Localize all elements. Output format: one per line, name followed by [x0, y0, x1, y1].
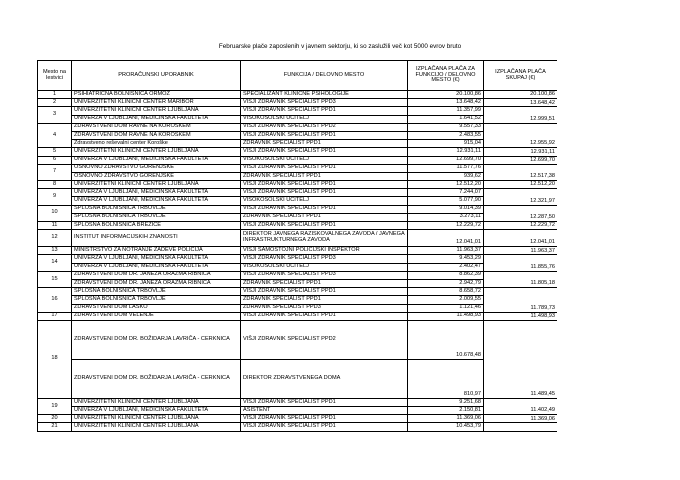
pay-amount-cell: 12.931,11 — [408, 148, 484, 156]
pay-total-cell: 11.789,73 — [484, 288, 558, 313]
pay-amount-cell: 10.678,48 — [408, 320, 484, 359]
rank-cell: 14 — [38, 255, 72, 271]
salary-table-viewport — [37, 60, 557, 480]
table-row — [38, 99, 558, 107]
function-cell: ZDRAVNIK SPECIALIST PPD3 — [241, 304, 408, 312]
rank-cell: 2 — [38, 99, 72, 107]
function-cell: VISOKOŠOLSKI UČITELJ — [241, 197, 408, 205]
table-row — [38, 189, 558, 197]
budget-user-cell: Zdravstveno reševalni center Koroške — [72, 140, 241, 148]
rank-cell: 18 — [38, 320, 72, 398]
table-row — [38, 304, 558, 312]
table-row — [38, 140, 558, 148]
pay-amount-cell: 12.512,20 — [408, 181, 484, 189]
function-cell: VIŠJI ZDRAVNIK SPECIALIST PPD1 — [241, 148, 408, 156]
budget-user-cell: ZDRAVSTVENI DOM RAVNE NA KOROŠKEM — [72, 123, 241, 131]
budget-user-cell: UNIVERZA V LJUBLJANI, MEDICINSKA FAKULTETA — [72, 263, 241, 271]
budget-user-cell: UNIVERZA V LJUBLJANI, MEDICINSKA FAKULTETA — [72, 189, 241, 197]
function-cell: VIŠJI ZDRAVNIK SPECIALIST PPD1 — [241, 415, 408, 423]
pay-total-cell: 11.855,76 — [484, 255, 558, 271]
rank-cell: 19 — [38, 398, 72, 414]
table-row — [38, 296, 558, 304]
pay-amount-cell: 20.100,86 — [408, 91, 484, 99]
pay-amount-cell: 11.577,76 — [408, 164, 484, 172]
budget-user-cell: UNIVERZA V LJUBLJANI, MEDICINSKA FAKULTETA — [72, 197, 241, 205]
rank-cell: 8 — [38, 181, 72, 189]
function-cell: VIŠJI ZDRAVNIK SPECIALIST PPD2 — [241, 320, 408, 359]
pay-amount-cell: 8.658,72 — [408, 288, 484, 296]
table-body — [38, 91, 558, 432]
rank-cell: 17 — [38, 312, 72, 320]
budget-user-cell: UNIVERZITETNI KLINIČNI CENTER LJUBLJANA — [72, 415, 241, 423]
function-cell: VIŠJI ZDRAVNIK SPECIALIST PPD2 — [241, 123, 408, 131]
pay-amount-cell: 12.229,72 — [408, 222, 484, 230]
table-row — [38, 181, 558, 189]
pay-total-cell: 11.805,18 — [484, 271, 558, 287]
rank-cell: 12 — [38, 230, 72, 247]
rank-cell: 20 — [38, 415, 72, 423]
pay-amount-cell: 2.483,55 — [408, 131, 484, 139]
pay-amount-cell: 810,97 — [408, 359, 484, 398]
pay-amount-cell: 12.699,70 — [408, 156, 484, 164]
table-row — [38, 107, 558, 115]
function-cell: VIŠJI ZDRAVNIK SPECIALIST PPD1 — [241, 205, 408, 213]
pay-total-cell: 12.287,50 — [484, 205, 558, 221]
budget-user-cell: ZDRAVSTVENI DOM VELENJE — [72, 312, 241, 320]
function-cell: ASISTENT — [241, 407, 408, 415]
budget-user-cell: ZDRAVSTVENI DOM DR. JANEZA ORAŽMA RIBNICA — [72, 279, 241, 287]
budget-user-cell: UNIVERZA V LJUBLJANI, MEDICINSKA FAKULTETA — [72, 156, 241, 164]
function-cell: VIŠJI ZDRAVNIK SPECIALIST PPD1 — [241, 189, 408, 197]
table-row — [38, 320, 558, 359]
pay-amount-cell: 7.244,07 — [408, 189, 484, 197]
function-cell: ZDRAVNIK SPECIALIST PPD1 — [241, 140, 408, 148]
function-cell: VIŠJI ZDRAVNIK SPECIALIST PPD1 — [241, 181, 408, 189]
table-row — [38, 156, 558, 164]
pay-amount-cell: 11.963,37 — [408, 247, 484, 255]
pay-total-cell: 11.498,93 — [484, 312, 558, 320]
budget-user-cell: SPLOŠNA BOLNIŠNICA BREŽICE — [72, 222, 241, 230]
pay-amount-cell: 939,62 — [408, 172, 484, 180]
budget-user-cell: UNIVERZITETNI KLINIČNI CENTER LJUBLJANA — [72, 181, 241, 189]
budget-user-cell: UNIVERZA V LJUBLJANI, MEDICINSKA FAKULTETA — [72, 255, 241, 263]
pay-amount-cell: 915,04 — [408, 140, 484, 148]
budget-user-cell: ZDRAVSTVENI DOM RAVNE NA KOROŠKEM — [72, 131, 241, 139]
table-row — [38, 415, 558, 423]
table-row — [38, 271, 558, 279]
function-cell: VIŠJI SAMOSTOJNI POLICIJSKI INŠPEKTOR — [241, 247, 408, 255]
table-row — [38, 230, 558, 247]
function-cell: VIŠJI ZDRAVNIK SPECIALIST PPD3 — [241, 99, 408, 107]
pay-amount-cell: 3.273,11 — [408, 213, 484, 221]
budget-user-cell: SPLOŠNA BOLNIŠNICA TRBOVLJE — [72, 213, 241, 221]
col-header-pay-per-function: IZPLAČANA PLAČA ZA FUNKCIJO / DELOVNO MESTO (€) — [408, 61, 484, 91]
rank-cell: 21 — [38, 423, 72, 431]
pay-amount-cell: 10.453,79 — [408, 423, 484, 431]
rank-cell: 15 — [38, 271, 72, 287]
table-row — [38, 197, 558, 205]
page-title: Februarske plače zaposlenih v javnem sektorju, ki so zaslužili več kot 5000 evrov bruto — [218, 43, 462, 50]
table-row — [38, 123, 558, 131]
pay-amount-cell: 11.369,06 — [408, 415, 484, 423]
table-row — [38, 312, 558, 320]
table-row — [38, 213, 558, 221]
table-row — [38, 423, 558, 431]
rank-cell: 10 — [38, 205, 72, 221]
function-cell: ZDRAVNIK SPECIALIST PPD1 — [241, 172, 408, 180]
col-header-function: FUNKCIJA / DELOVNO MESTO — [241, 61, 408, 91]
rank-cell: 16 — [38, 288, 72, 313]
col-header-rank: Mesto na lestvici — [38, 61, 72, 91]
budget-user-cell: MINISTRSTVO ZA NOTRANJE ZADEVE POLICIJA — [72, 247, 241, 255]
pay-amount-cell: 1.121,46 — [408, 304, 484, 312]
budget-user-cell: SPLOŠNA BOLNIŠNICA TRBOVLJE — [72, 288, 241, 296]
pay-total-cell: 11.369,06 — [484, 415, 558, 423]
table-row — [38, 288, 558, 296]
budget-user-cell: UNIVERZA V LJUBLJANI, MEDICINSKA FAKULTETA — [72, 407, 241, 415]
budget-user-cell: UNIVERZITETNI KLINIČNI CENTER MARIBOR — [72, 99, 241, 107]
pay-amount-cell: 11.498,93 — [408, 312, 484, 320]
budget-user-cell: UNIVERZITETNI KLINIČNI CENTER LJUBLJANA — [72, 423, 241, 431]
pay-total-cell: 11.402,49 — [484, 398, 558, 414]
rank-cell: 5 — [38, 148, 72, 156]
function-cell: VIŠJI ZDRAVNIK SPECIALIST PPD1 — [241, 107, 408, 115]
rank-cell: 3 — [38, 107, 72, 123]
pay-total-cell: 12.931,11 — [484, 148, 558, 156]
table-row — [38, 263, 558, 271]
table-row — [38, 172, 558, 180]
table-row — [38, 91, 558, 99]
rank-cell: 9 — [38, 189, 72, 205]
budget-user-cell: INSTITUT INFORMACIJSKIH ZNANOSTI — [72, 230, 241, 247]
function-cell: SPECIALIZANT KLINIČNE PSIHOLOGIJE — [241, 91, 408, 99]
table-row — [38, 255, 558, 263]
budget-user-cell: PSIHIATRIČNA BOLNIŠNICA ORMOŽ — [72, 91, 241, 99]
pay-total-cell: 11.489,45 — [484, 320, 558, 398]
function-cell: VIŠJI ZDRAVNIK SPECIALIST PPD1 — [241, 131, 408, 139]
pay-total-cell: 12.699,70 — [484, 156, 558, 164]
function-cell: VISOKOŠOLSKI UČITELJ — [241, 156, 408, 164]
table-row — [38, 222, 558, 230]
budget-user-cell: UNIVERZITETNI KLINIČNI CENTER LJUBLJANA — [72, 148, 241, 156]
table-row — [38, 247, 558, 255]
pay-amount-cell: 8.862,39 — [408, 271, 484, 279]
pay-amount-cell: 2.150,81 — [408, 407, 484, 415]
pay-total-cell: 12.517,38 — [484, 164, 558, 180]
budget-user-cell: UNIVERZA V LJUBLJANI, MEDICINSKA FAKULTETA — [72, 115, 241, 123]
pay-amount-cell: 13.648,42 — [408, 99, 484, 107]
pay-amount-cell: 12.041,01 — [408, 230, 484, 247]
budget-user-cell: OSNOVNO ZDRAVSTVO GORENJSKE — [72, 172, 241, 180]
function-cell: VIŠJI ZDRAVNIK SPECIALIST PPD1 — [241, 222, 408, 230]
budget-user-cell: SPLOŠNA BOLNIŠNICA TRBOVLJE — [72, 205, 241, 213]
table-row — [38, 279, 558, 287]
pay-amount-cell: 1.641,52 — [408, 115, 484, 123]
budget-user-cell: ZDRAVSTVENI DOM DR. JANEZA ORAŽMA RIBNICA — [72, 271, 241, 279]
function-cell: DIREKTOR JAVNEGA RAZISKOVALNEGA ZAVODA / JAVNEGA INFRASTRUKTURNEGA ZAVODA — [241, 230, 408, 247]
table-row — [38, 205, 558, 213]
pay-total-cell — [484, 423, 558, 431]
pay-total-cell: 12.321,97 — [484, 189, 558, 205]
budget-user-cell: UNIVERZITETNI KLINIČNI CENTER LJUBLJANA — [72, 107, 241, 115]
rank-cell: 4 — [38, 123, 72, 148]
function-cell: ZDRAVNIK SPECIALIST PPD1 — [241, 213, 408, 221]
budget-user-cell: ZDRAVSTVENI DOM DR. BOŽIDARJA LAVRIČA - CERKNICA — [72, 320, 241, 359]
function-cell: VISOKOŠOLSKI UČITELJ — [241, 263, 408, 271]
pay-amount-cell: 9.251,68 — [408, 398, 484, 406]
pay-total-cell: 12.512,20 — [484, 181, 558, 189]
table-row — [38, 115, 558, 123]
table-row — [38, 359, 558, 398]
rank-cell: 6 — [38, 156, 72, 164]
function-cell: VIŠJI ZDRAVNIK SPECIALIST PPD1 — [241, 423, 408, 431]
pay-total-cell: 11.963,37 — [484, 247, 558, 255]
table-row — [38, 398, 558, 406]
pay-amount-cell: 9.453,29 — [408, 255, 484, 263]
pay-amount-cell: 11.357,99 — [408, 107, 484, 115]
function-cell: VIŠJI ZDRAVNIK SPECIALIST PPD1 — [241, 164, 408, 172]
function-cell: VIŠJI ZDRAVNIK SPECIALIST PPD1 — [241, 288, 408, 296]
rank-cell: 1 — [38, 91, 72, 99]
budget-user-cell: ZDRAVSTVENI DOM DR. BOŽIDARJA LAVRIČA - CERKNICA — [72, 359, 241, 398]
function-cell: VIŠJI ZDRAVNIK SPECIALIST PPD3 — [241, 271, 408, 279]
function-cell: DIREKTOR ZDRAVSTVENEGA DOMA — [241, 359, 408, 398]
table-row — [38, 148, 558, 156]
pay-amount-cell: 9.014,39 — [408, 205, 484, 213]
budget-user-cell: OSNOVNO ZDRAVSTVO GORENJSKE — [72, 164, 241, 172]
pay-amount-cell: 2.402,47 — [408, 263, 484, 271]
pay-amount-cell: 9.557,33 — [408, 123, 484, 131]
rank-cell: 7 — [38, 164, 72, 180]
table-row — [38, 131, 558, 139]
table-header-row — [38, 61, 558, 91]
rank-cell: 13 — [38, 247, 72, 255]
rank-cell: 11 — [38, 222, 72, 230]
function-cell: VIŠJI ZDRAVNIK SPECIALIST PPD1 — [241, 312, 408, 320]
salary-table — [37, 60, 557, 432]
col-header-pay-total: IZPLAČANA PLAČA SKUPAJ (€) — [484, 61, 558, 91]
pay-total-cell: 13.648,42 — [484, 99, 558, 107]
budget-user-cell: ZDRAVSTVENI DOM LAŠKO — [72, 304, 241, 312]
col-header-budget-user: PRORAČUNSKI UPORABNIK — [72, 61, 241, 91]
function-cell: ZDRAVNIK SPECIALIST PPD1 — [241, 296, 408, 304]
function-cell: VIŠJI ZDRAVNIK SPECIALIST PPD3 — [241, 255, 408, 263]
function-cell: ZDRAVNIK SPECIALIST PPD1 — [241, 279, 408, 287]
pay-total-cell: 12.229,72 — [484, 222, 558, 230]
budget-user-cell: UNIVERZITETNI KLINIČNI CENTER LJUBLJANA — [72, 398, 241, 406]
pay-amount-cell: 2.009,55 — [408, 296, 484, 304]
pay-total-cell: 12.041,01 — [484, 230, 558, 247]
pay-total-cell: 12.955,92 — [484, 123, 558, 148]
table-row — [38, 407, 558, 415]
function-cell: VISOKOŠOLSKI UČITELJ — [241, 115, 408, 123]
pay-amount-cell: 5.077,90 — [408, 197, 484, 205]
pay-total-cell: 20.100,86 — [484, 91, 558, 99]
pay-amount-cell: 2.942,79 — [408, 279, 484, 287]
pay-total-cell: 12.999,51 — [484, 107, 558, 123]
function-cell: VIŠJI ZDRAVNIK SPECIALIST PPD1 — [241, 398, 408, 406]
table-row — [38, 164, 558, 172]
budget-user-cell: SPLOŠNA BOLNIŠNICA TRBOVLJE — [72, 296, 241, 304]
